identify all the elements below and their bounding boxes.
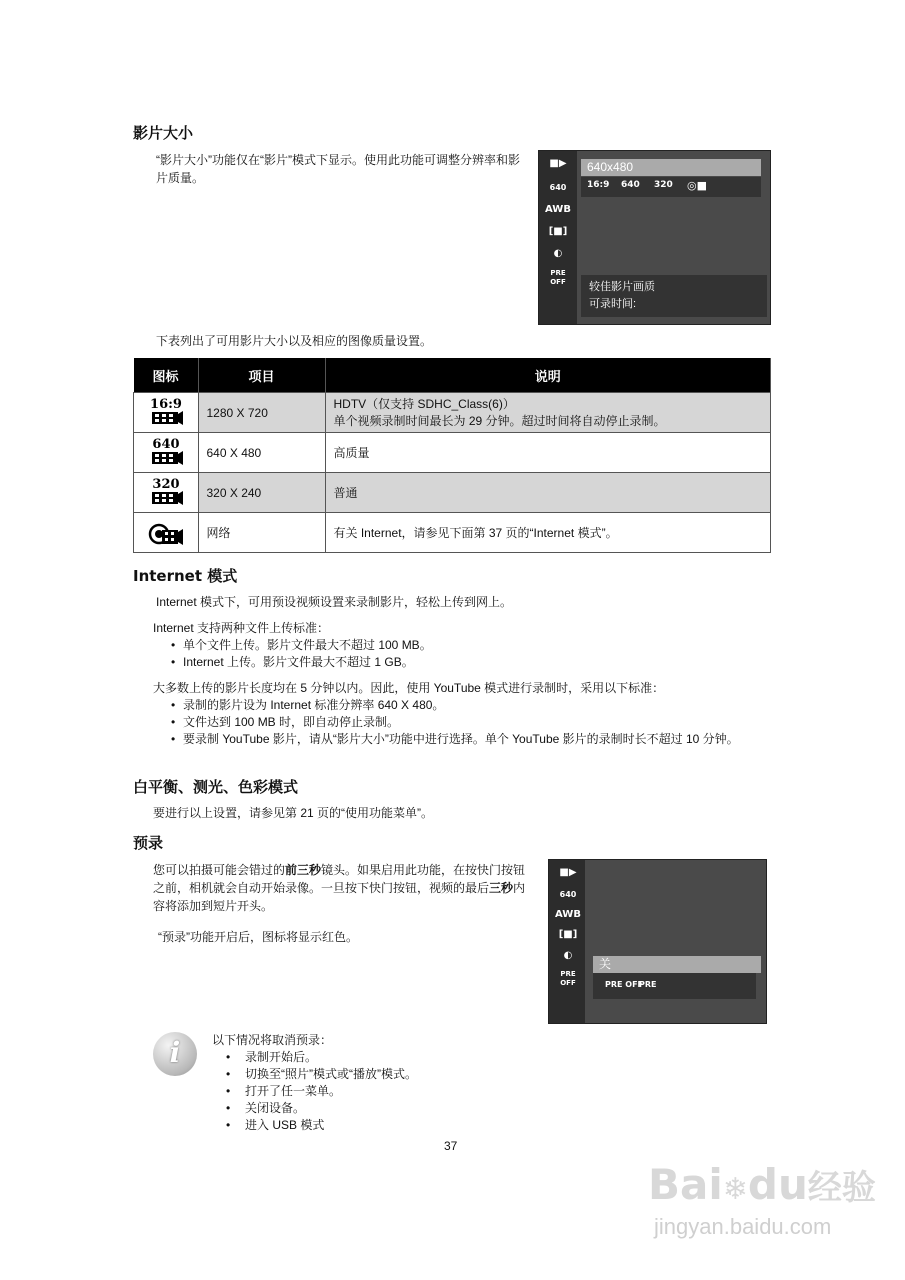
item-cell: 320 X 240 xyxy=(198,473,325,513)
info-note-icon: i xyxy=(153,1032,197,1076)
section-heading-prerecord: 预录 xyxy=(133,834,164,852)
icon-cell xyxy=(134,513,199,553)
table-intro: 下表列出了可用影片大小以及相应的图像质量设置。 xyxy=(156,334,433,348)
320-movie-icon xyxy=(146,474,186,508)
item-cell: 640 X 480 xyxy=(198,433,325,473)
list-item: • Internet 上传。影片文件最大不超过 1 GB。 xyxy=(165,654,765,671)
baidu-watermark-url: jingyan.baidu.com xyxy=(654,1214,832,1239)
list-item: • 文件达到 100 MB 时，即自动停止录制。 xyxy=(165,714,773,731)
item-cell: 网络 xyxy=(198,513,325,553)
prerecord-p2: “预录”功能开启后，图标将显示红色。 xyxy=(158,930,358,944)
screen-sidebar xyxy=(549,860,585,1023)
list-item: • 录制开始后。 xyxy=(220,1049,620,1066)
table-row xyxy=(134,393,771,433)
note-title: 以下情况将取消预录： xyxy=(212,1033,333,1047)
note-list xyxy=(220,1049,620,1134)
table-header-icon: 图标 xyxy=(134,358,199,393)
640-size-icon: 640 xyxy=(559,890,577,899)
desc-cell: 高质量 xyxy=(325,433,771,473)
movie-size-table xyxy=(133,358,771,553)
metering-icon: [■] xyxy=(558,929,578,940)
prerecord-p1: 您可以拍摄可能会错过的前三秒镜头。如果启用此功能，在按快门按钮之前，相机就会自动开始录像。一旦按下快门按钮，视频的最后三秒内容将添加到短片开头。 xyxy=(153,863,526,913)
internet-p3: 大多数上传的影片长度均在 5 分钟以内。因此，使用 YouTube 模式进行录制时，采用以下标准： xyxy=(153,681,665,695)
hd-16-9-movie-icon xyxy=(146,394,186,428)
640-movie-icon xyxy=(146,434,186,468)
page-number: 37 xyxy=(444,1139,458,1153)
baidu-watermark-logo: Bai❄du经验 xyxy=(648,1160,876,1209)
internet-list-2 xyxy=(165,697,773,748)
wb-paragraph: 要进行以上设置，请参见第 21 页的“使用功能菜单”。 xyxy=(153,806,434,820)
list-item: • 关闭设备。 xyxy=(220,1100,620,1117)
option-prerecord-on-icon[interactable]: PRE xyxy=(639,980,657,989)
table-row xyxy=(134,473,771,513)
selected-option-label: 640x480 xyxy=(581,159,761,176)
section-heading-wb: 白平衡、测光、色彩模式 xyxy=(133,778,299,796)
table-row xyxy=(134,513,771,553)
section-heading-movie-size: 影片大小 xyxy=(133,124,194,142)
option-strip xyxy=(593,973,756,999)
awb-icon: AWB xyxy=(555,909,581,920)
option-prerecord-off-icon[interactable]: PRE OFF xyxy=(605,980,644,989)
camera-screen-movie-size xyxy=(538,150,771,325)
metering-icon: [■] xyxy=(548,226,568,237)
item-cell: 1280 X 720 xyxy=(198,393,325,433)
selected-option-label: 关 xyxy=(593,956,761,973)
table-header-item: 项目 xyxy=(198,358,325,393)
desc-cell: 有关 Internet，请参见下面第 37 页的“Internet 模式”。 xyxy=(325,513,771,553)
prerecord-icon: PRE OFF xyxy=(550,269,566,286)
internet-p2: Internet 支持两种文件上传标准： xyxy=(153,621,330,635)
icon-cell xyxy=(134,433,199,473)
awb-icon: AWB xyxy=(545,204,571,215)
internet-list-1 xyxy=(165,637,765,671)
desc-line: 单个视频录制时间最长为 29 分钟。超过时间将自动停止录制。 xyxy=(333,413,666,428)
640-size-icon: 640 xyxy=(549,183,567,192)
table-header-desc: 说明 xyxy=(325,358,771,393)
option-640-icon[interactable]: 640 xyxy=(621,180,640,190)
prerecord-icon: PRE OFF xyxy=(560,970,576,987)
svg-text:320: 320 xyxy=(152,477,180,492)
info-quality-text: 较佳影片画质 xyxy=(589,281,655,293)
desc-cell: 普通 xyxy=(325,473,771,513)
desc-cell xyxy=(325,393,771,433)
option-strip xyxy=(581,177,761,197)
table-row xyxy=(134,433,771,473)
internet-movie-icon xyxy=(146,514,186,548)
movie-icon: ■▶ xyxy=(549,158,567,169)
list-item: • 要录制 YouTube 影片，请从“影片大小”功能中进行选择。单个 YouTube 影片的录制时长不超过 10 分钟。 xyxy=(165,731,773,748)
camera-screen-prerecord xyxy=(548,859,767,1024)
info-record-time-text: 可录时间: xyxy=(589,298,637,310)
list-item: • 切换至“照片”模式或“播放”模式。 xyxy=(220,1066,620,1083)
internet-p1: Internet 模式下，可用预设视频设置来录制影片，轻松上传到网上。 xyxy=(156,595,513,609)
option-net-icon[interactable]: ◎■ xyxy=(687,179,707,192)
movie-icon: ■▶ xyxy=(559,867,577,878)
movie-size-intro: “影片大小”功能仅在“影片”模式下显示。使用此功能可调整分辨率和影片质量。 xyxy=(156,153,520,185)
svg-text:16:9: 16:9 xyxy=(149,397,182,412)
option-16-9-icon[interactable]: 16:9 xyxy=(587,180,610,190)
list-item: • 单个文件上传。影片文件最大不超过 100 MB。 xyxy=(165,637,765,654)
svg-text:640: 640 xyxy=(152,437,180,452)
section-heading-internet: Internet 模式 xyxy=(133,567,238,585)
desc-line: HDTV（仅支持 SDHC_Class(6)） xyxy=(333,396,515,411)
info-box xyxy=(581,275,767,317)
list-item: • 进入 USB 模式 xyxy=(220,1117,620,1134)
color-mode-icon: ◐ xyxy=(563,950,573,961)
option-320-icon[interactable]: 320 xyxy=(654,180,673,190)
icon-cell xyxy=(134,393,199,433)
list-item: • 录制的影片设为 Internet 标准分辨率 640 X 480。 xyxy=(165,697,773,714)
screen-sidebar xyxy=(539,151,577,324)
list-item: • 打开了任一菜单。 xyxy=(220,1083,620,1100)
color-mode-icon: ◐ xyxy=(553,248,563,259)
icon-cell xyxy=(134,473,199,513)
